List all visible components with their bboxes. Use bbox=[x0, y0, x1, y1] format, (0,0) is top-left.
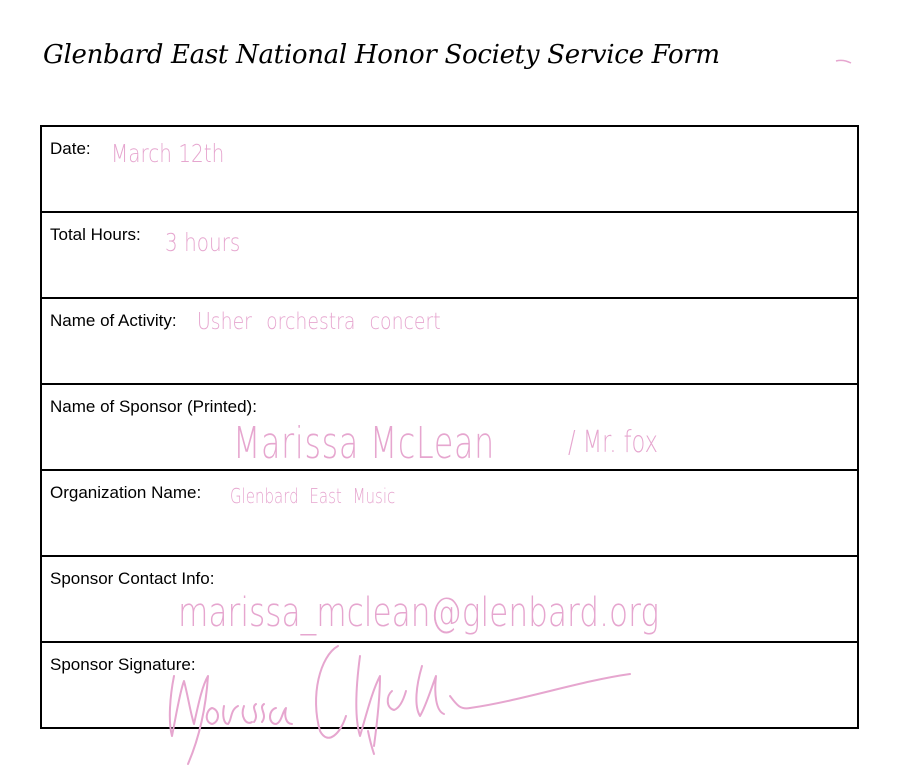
date-label: Date: bbox=[50, 139, 91, 158]
contact-info-label: Sponsor Contact Info: bbox=[50, 569, 215, 588]
organization-handwritten-value: Glenbard East Music bbox=[230, 484, 396, 508]
date-handwritten-value: March 12th bbox=[111, 139, 225, 168]
sponsor-signature-image bbox=[160, 636, 640, 771]
sponsor-name-label: Name of Sponsor (Printed): bbox=[50, 397, 257, 416]
stray-pen-mark bbox=[834, 57, 854, 67]
activity-label: Name of Activity: bbox=[50, 311, 177, 330]
sponsor-name-handwritten-value: Marissa McLean bbox=[233, 418, 495, 469]
total-hours-label: Total Hours: bbox=[50, 225, 141, 244]
organization-label: Organization Name: bbox=[50, 483, 202, 502]
organization-row bbox=[42, 471, 857, 557]
form-title: Glenbard East National Honor Society Service Form bbox=[43, 40, 720, 70]
activity-row bbox=[42, 299, 857, 385]
sponsor-name-secondary-handwritten-value: / Mr. fox bbox=[568, 425, 658, 460]
activity-handwritten-value: Usher orchestra concert bbox=[197, 309, 441, 335]
total-hours-handwritten-value: 3 hours bbox=[165, 228, 241, 257]
signature-label: Sponsor Signature: bbox=[50, 655, 196, 674]
contact-info-handwritten-value: marissa_mclean@glenbard.org bbox=[178, 590, 660, 636]
